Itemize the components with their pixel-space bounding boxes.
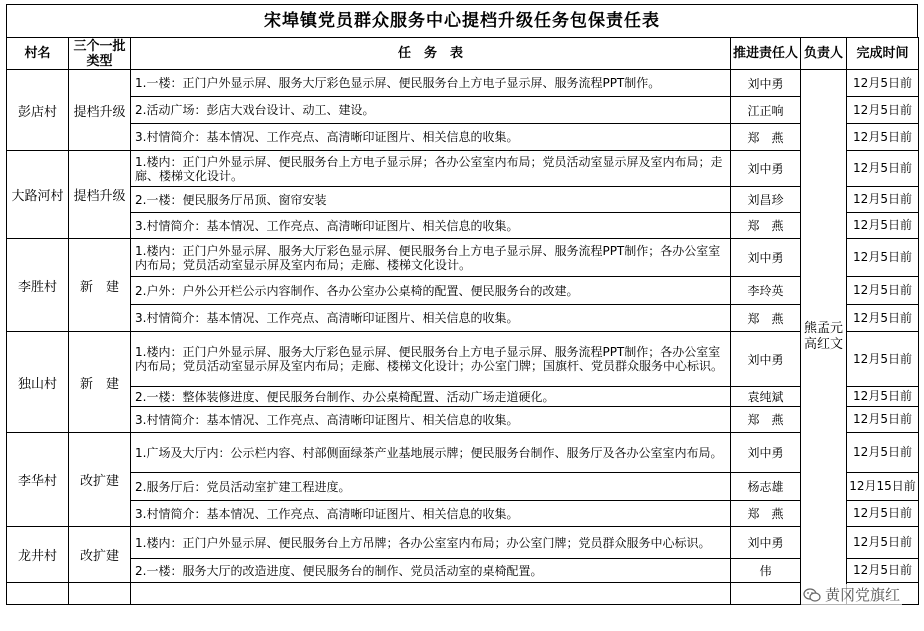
- date-cell: 12月5日前: [847, 407, 919, 433]
- person-cell: 郑 燕: [731, 501, 801, 527]
- person-cell: 郑 燕: [731, 213, 801, 239]
- leader-cell: 熊孟元高红文: [801, 70, 847, 605]
- task-cell: 1.楼内：正门户外显示屏、便民服务台上方电子显示屏；各办公室室内布局；党员活动室显示屏及室内布局；走廊、楼梯文化设计。: [131, 151, 731, 187]
- date-cell: 12月5日前: [847, 151, 919, 187]
- table-row: [7, 187, 919, 213]
- table-row: [7, 305, 919, 332]
- village-name: 独山村: [7, 332, 69, 433]
- empty-row: [7, 583, 919, 605]
- empty-cell: [731, 583, 801, 605]
- header-leader: 负责人: [801, 38, 847, 70]
- empty-cell: [7, 583, 69, 605]
- person-cell: 伟: [731, 559, 801, 583]
- person-cell: 郑 燕: [731, 124, 801, 151]
- table-row: [7, 239, 919, 277]
- table-row: [7, 97, 919, 124]
- table-row: [7, 387, 919, 407]
- date-cell: 12月5日前: [847, 239, 919, 277]
- responsibility-sheet: [6, 4, 918, 605]
- header-pusher: 推进责任人: [731, 38, 801, 70]
- village-name: 李胜村: [7, 239, 69, 332]
- task-cell: 3.村情简介：基本情况、工作亮点、高清晰印证图片、相关信息的收集。: [131, 213, 731, 239]
- task-cell: 2.服务厅后：党员活动室扩建工程进度。: [131, 473, 731, 501]
- table-row: [7, 559, 919, 583]
- person-cell: 刘昌珍: [731, 187, 801, 213]
- village-type: 改扩建: [69, 527, 131, 583]
- task-cell: 2.一楼：便民服务厅吊顶、窗帘安装: [131, 187, 731, 213]
- task-cell: 1.一楼：正门户外显示屏、服务大厅彩色显示屏、便民服务台上方电子显示屏、服务流程PPT制作。: [131, 70, 731, 97]
- person-cell: 刘中勇: [731, 70, 801, 97]
- date-cell: 12月5日前: [847, 527, 919, 559]
- date-cell: 12月5日前: [847, 387, 919, 407]
- header-task: 任 务 表: [131, 38, 731, 70]
- date-cell: 12月5日前: [847, 433, 919, 473]
- task-cell: 2.活动广场：彭店大戏台设计、动工、建设。: [131, 97, 731, 124]
- table-row: [7, 433, 919, 473]
- table-row: [7, 407, 919, 433]
- watermark-text: 黄冈党旗红: [824, 586, 900, 604]
- person-cell: 刘中勇: [731, 151, 801, 187]
- date-cell: 12月5日前: [847, 559, 919, 583]
- person-cell: 刘中勇: [731, 332, 801, 387]
- date-cell: 12月5日前: [847, 332, 919, 387]
- village-name: 李华村: [7, 433, 69, 527]
- village-name: 大路河村: [7, 151, 69, 239]
- person-cell: 袁纯斌: [731, 387, 801, 407]
- header-row: [7, 38, 919, 70]
- village-type: 改扩建: [69, 433, 131, 527]
- header-village: 村名: [7, 38, 69, 70]
- person-cell: 江正响: [731, 97, 801, 124]
- person-cell: 刘中勇: [731, 527, 801, 559]
- task-cell: 1.楼内：正门户外显示屏、服务大厅彩色显示屏、便民服务台上方电子显示屏、服务流程PPT制作；各办公室室内布局；党员活动室显示屏及室内布局；走廊、楼梯文化设计。: [131, 239, 731, 277]
- village-type: 新 建: [69, 239, 131, 332]
- empty-cell: [131, 583, 731, 605]
- village-name: 彭店村: [7, 70, 69, 151]
- table-row: [7, 332, 919, 387]
- task-cell: 3.村情简介：基本情况、工作亮点、高清晰印证图片、相关信息的收集。: [131, 124, 731, 151]
- table-row: [7, 151, 919, 187]
- watermark: [801, 584, 902, 605]
- task-cell: 2.一楼：整体装修进度、便民服务台制作、办公桌椅配置、活动广场走道硬化。: [131, 387, 731, 407]
- person-cell: 郑 燕: [731, 305, 801, 332]
- date-cell: 12月5日前: [847, 305, 919, 332]
- village-type: 新 建: [69, 332, 131, 433]
- date-cell: 12月5日前: [847, 124, 919, 151]
- table-row: [7, 124, 919, 151]
- person-cell: 郑 燕: [731, 407, 801, 433]
- person-cell: 李玲英: [731, 277, 801, 305]
- task-cell: 2.一楼：服务大厅的改造进度、便民服务台的制作、党员活动室的桌椅配置。: [131, 559, 731, 583]
- sheet-title: 宋埠镇党员群众服务中心提档升级任务包保责任表: [6, 4, 918, 37]
- task-cell: 3.村情简介：基本情况、工作亮点、高清晰印证图片、相关信息的收集。: [131, 305, 731, 332]
- date-cell: 12月5日前: [847, 213, 919, 239]
- village-type: 提档升级: [69, 151, 131, 239]
- table-row: [7, 277, 919, 305]
- date-cell: 12月5日前: [847, 501, 919, 527]
- wechat-icon: [803, 588, 821, 602]
- task-cell: 2.户外：户外公开栏公示内容制作、各办公室办公桌椅的配置、便民服务台的改建。: [131, 277, 731, 305]
- table-row: [7, 501, 919, 527]
- date-cell: 12月5日前: [847, 97, 919, 124]
- date-cell: 12月5日前: [847, 70, 919, 97]
- person-cell: 杨志雄: [731, 473, 801, 501]
- empty-cell: [69, 583, 131, 605]
- task-cell: 3.村情简介：基本情况、工作亮点、高清晰印证图片、相关信息的收集。: [131, 501, 731, 527]
- person-cell: 刘中勇: [731, 239, 801, 277]
- table-row: [7, 473, 919, 501]
- table-row: [7, 527, 919, 559]
- header-type: 三个一批类型: [69, 38, 131, 70]
- person-cell: 刘中勇: [731, 433, 801, 473]
- task-cell: 1.楼内：正门户外显示屏、服务大厅彩色显示屏、便民服务台上方电子显示屏、服务流程PPT制作；各办公室室内布局；党员活动室显示屏及室内布局；走廊、楼梯文化设计；办公室门牌；国旗杆、党员群众服务中心标识。: [131, 332, 731, 387]
- task-cell: 3.村情简介：基本情况、工作亮点、高清晰印证图片、相关信息的收集。: [131, 407, 731, 433]
- date-cell: 12月15日前: [847, 473, 919, 501]
- village-name: 龙井村: [7, 527, 69, 583]
- task-cell: 1.广场及大厅内：公示栏内容、村部侧面绿茶产业基地展示牌；便民服务台制作、服务厅及各办公室室内布局。: [131, 433, 731, 473]
- date-cell: 12月5日前: [847, 277, 919, 305]
- table-row: [7, 70, 919, 97]
- date-cell: 12月5日前: [847, 187, 919, 213]
- header-deadline: 完成时间: [847, 38, 919, 70]
- task-cell: 1.楼内：正门户外显示屏、便民服务台上方吊牌；各办公室室内布局；办公室门牌；党员群众服务中心标识。: [131, 527, 731, 559]
- task-table: [6, 37, 919, 605]
- village-type: 提档升级: [69, 70, 131, 151]
- table-row: [7, 213, 919, 239]
